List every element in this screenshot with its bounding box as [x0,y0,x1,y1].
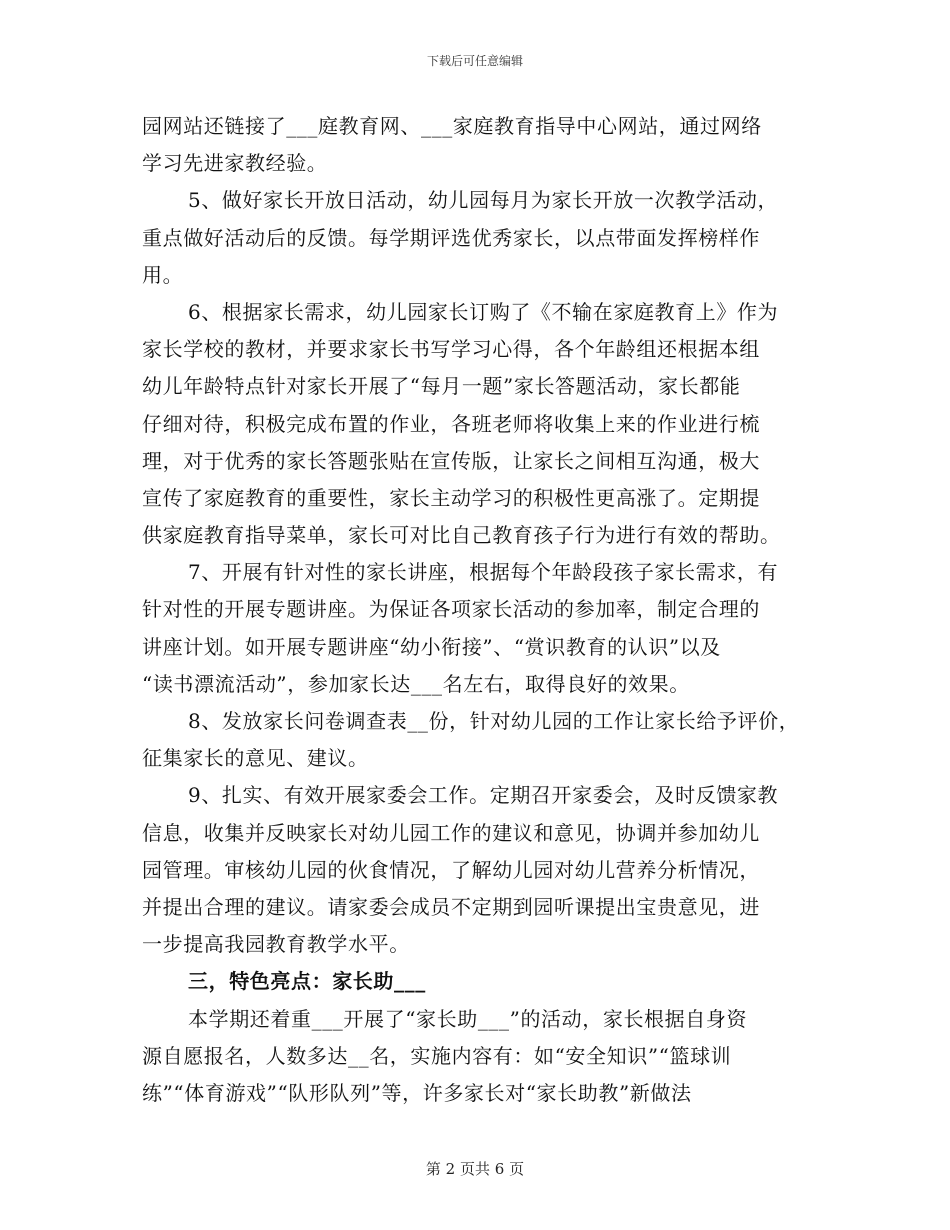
text-line: 信息，收集并反映家长对幼儿园工作的建议和意见，协调并参加幼儿 [142,820,760,845]
page-header: 下载后可任意编辑 [426,54,523,68]
text-line: 学习先进家教经验。 [142,151,328,176]
text-line: 理，对于优秀的家长答题张贴在宣传版，让家长之间相互沟通，极大 [142,448,760,473]
text-line: 练”“体育游戏”“队形队列”等，许多家长对“家长助教”新做法 [142,1080,692,1105]
text-line: 一步提高我园教育教学水平。 [142,932,410,957]
text-line: 针对性的开展专题讲座。为保证各项家长活动的参加率，制定合理的 [142,597,760,622]
text-line: 家长学校的教材，并要求家长书写学习心得，各个年龄组还根据本组 [142,337,760,362]
text-line: 7、开展有针对性的家长讲座，根据每个年龄段孩子家长需求，有 [188,560,779,585]
text-line: 源自愿报名，人数多达__名，实施内容有：如“安全知识”“篮球训 [142,1043,732,1068]
text-line: 本学期还着重___开展了“家长助___”的活动，家长根据自身资 [188,1006,748,1031]
text-line: 幼儿年龄特点针对家长开展了“每月一题”家长答题活动，家长都能 [142,374,741,399]
text-line: 6、根据家长需求，幼儿园家长订购了《不输在家庭教育上》作为 [188,299,779,324]
document-body [142,108,810,1112]
text-line: 园网站还链接了___庭教育网、___家庭教育指导中心网站，通过网络 [142,114,762,138]
text-line: 讲座计划。如开展专题讲座“幼小衔接”、“赏识教育的认识”以及 [142,634,721,659]
text-line: 仔细对待，积极完成布置的作业，各班老师将收集上来的作业进行梳 [142,411,760,436]
text-line: 8、发放家长问卷调查表__份，针对幼儿园的工作让家长给予评价， [188,709,800,733]
text-line: 9、扎实、有效开展家委会工作。定期召开家委会，及时反馈家教 [188,783,779,808]
text-line: 5、做好家长开放日活动，幼儿园每月为家长开放一次教学活动， [188,188,779,213]
section-heading: 三，特色亮点：家长助___ [188,969,426,994]
text-line: 并提出合理的建议。请家委会成员不定期到园听课提出宝贵意见，进 [142,894,760,919]
text-line: 重点做好活动后的反馈。每学期评选优秀家长，以点带面发挥榜样作 [142,225,760,250]
text-line: 用。 [142,262,184,287]
page-number: 第 2 页共 6 页 [425,1160,525,1178]
text-line: 供家庭教育指导菜单，家长可对比自己教育孩子行为进行有效的帮助。 [142,523,781,548]
text-line: “读书漂流活动”，参加家长达___名左右，取得良好的效果。 [142,671,690,696]
text-line: 宣传了家庭教育的重要性，家长主动学习的积极性更高涨了。定期提 [142,485,760,510]
text-line: 园管理。审核幼儿园的伙食情况，了解幼儿园对幼儿营养分析情况， [142,857,760,882]
text-line: 征集家长的意见、建议。 [142,746,369,771]
